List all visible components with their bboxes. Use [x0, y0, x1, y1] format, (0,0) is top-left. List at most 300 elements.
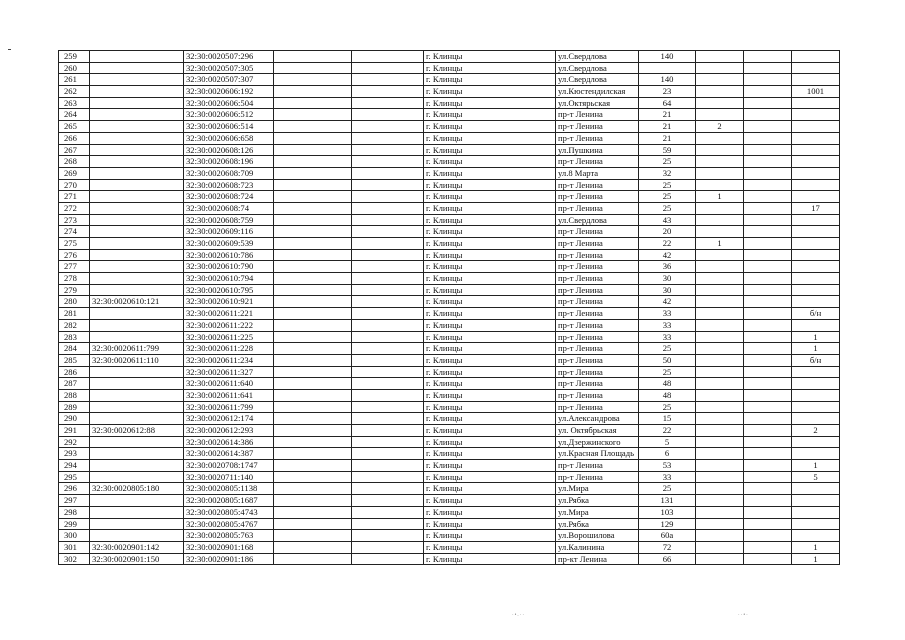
apartment-cell — [792, 261, 840, 273]
street-cell: пр-т Ленина — [556, 308, 639, 320]
city-cell: г. Клинцы — [424, 191, 556, 203]
empty-cell — [274, 132, 352, 144]
building-cell — [696, 179, 744, 191]
empty-cell — [352, 331, 424, 343]
building-cell — [696, 97, 744, 109]
old-cadastral-number-cell — [90, 167, 184, 179]
building-cell — [696, 156, 744, 168]
structure-cell — [744, 354, 792, 366]
house-number-cell: 72 — [639, 541, 696, 553]
old-cadastral-number-cell: 32:30:0020611:799 — [90, 343, 184, 355]
building-cell — [696, 319, 744, 331]
empty-cell — [274, 179, 352, 191]
register-table-body — [59, 51, 840, 565]
street-cell: пр-т Ленина — [556, 343, 639, 355]
apartment-cell: 1 — [792, 343, 840, 355]
cadastral-number-cell: 32:30:0020609:539 — [184, 238, 274, 250]
house-number-cell: 129 — [639, 518, 696, 530]
structure-cell — [744, 296, 792, 308]
old-cadastral-number-cell: 32:30:0020901:150 — [90, 553, 184, 565]
empty-cell — [352, 284, 424, 296]
empty-cell — [274, 261, 352, 273]
apartment-cell: 1001 — [792, 86, 840, 98]
apartment-cell — [792, 132, 840, 144]
table-row — [59, 448, 840, 460]
table-row — [59, 366, 840, 378]
cadastral-number-cell: 32:30:0020805:1138 — [184, 483, 274, 495]
building-cell — [696, 389, 744, 401]
structure-cell — [744, 179, 792, 191]
building-cell — [696, 51, 744, 63]
row-number-cell: 279 — [59, 284, 90, 296]
table-row — [59, 238, 840, 250]
row-number-cell: 296 — [59, 483, 90, 495]
empty-cell — [274, 249, 352, 261]
structure-cell — [744, 436, 792, 448]
cadastral-number-cell: 32:30:0020805:763 — [184, 530, 274, 542]
cadastral-number-cell: 32:30:0020805:4767 — [184, 518, 274, 530]
street-cell: пр-т Ленина — [556, 121, 639, 133]
apartment-cell — [792, 191, 840, 203]
city-cell: г. Клинцы — [424, 273, 556, 285]
empty-cell — [352, 506, 424, 518]
city-cell: г. Клинцы — [424, 541, 556, 553]
building-cell — [696, 132, 744, 144]
empty-cell — [352, 389, 424, 401]
cadastral-number-cell: 32:30:0020611:641 — [184, 389, 274, 401]
table-row — [59, 389, 840, 401]
table-row — [59, 413, 840, 425]
old-cadastral-number-cell — [90, 436, 184, 448]
structure-cell — [744, 121, 792, 133]
cadastral-number-cell: 32:30:0020901:186 — [184, 553, 274, 565]
structure-cell — [744, 553, 792, 565]
old-cadastral-number-cell — [90, 191, 184, 203]
street-cell: ул.Октярьская — [556, 97, 639, 109]
structure-cell — [744, 319, 792, 331]
cadastral-number-cell: 32:30:0020610:786 — [184, 249, 274, 261]
city-cell: г. Клинцы — [424, 109, 556, 121]
old-cadastral-number-cell — [90, 530, 184, 542]
street-cell: пр-т Ленина — [556, 179, 639, 191]
street-cell: пр-т Ленина — [556, 378, 639, 390]
empty-cell — [352, 471, 424, 483]
house-number-cell: 33 — [639, 331, 696, 343]
empty-cell — [352, 179, 424, 191]
city-cell: г. Клинцы — [424, 553, 556, 565]
apartment-cell: 2 — [792, 425, 840, 437]
street-cell: пр-т Ленина — [556, 132, 639, 144]
building-cell — [696, 448, 744, 460]
house-number-cell: 23 — [639, 86, 696, 98]
table-row — [59, 179, 840, 191]
row-number-cell: 291 — [59, 425, 90, 437]
row-number-cell: 280 — [59, 296, 90, 308]
empty-cell — [352, 413, 424, 425]
city-cell: г. Клинцы — [424, 167, 556, 179]
empty-cell — [352, 121, 424, 133]
apartment-cell — [792, 62, 840, 74]
structure-cell — [744, 202, 792, 214]
structure-cell — [744, 284, 792, 296]
building-cell — [696, 413, 744, 425]
cadastral-number-cell: 32:30:0020606:658 — [184, 132, 274, 144]
apartment-cell: 1 — [792, 541, 840, 553]
empty-cell — [352, 483, 424, 495]
city-cell: г. Клинцы — [424, 156, 556, 168]
row-number-cell: 284 — [59, 343, 90, 355]
street-cell: пр-т Ленина — [556, 226, 639, 238]
house-number-cell: 42 — [639, 249, 696, 261]
row-number-cell: 273 — [59, 214, 90, 226]
structure-cell — [744, 214, 792, 226]
city-cell: г. Клинцы — [424, 366, 556, 378]
empty-cell — [274, 167, 352, 179]
row-number-cell: 281 — [59, 308, 90, 320]
table-row — [59, 191, 840, 203]
empty-cell — [352, 460, 424, 472]
empty-cell — [352, 401, 424, 413]
row-number-cell: 260 — [59, 62, 90, 74]
house-number-cell: 43 — [639, 214, 696, 226]
apartment-cell — [792, 518, 840, 530]
row-number-cell: 287 — [59, 378, 90, 390]
empty-cell — [274, 448, 352, 460]
city-cell: г. Клинцы — [424, 261, 556, 273]
apartment-cell: 1 — [792, 331, 840, 343]
table-row — [59, 471, 840, 483]
street-cell: ул.Калинина — [556, 541, 639, 553]
cadastral-number-cell: 32:30:0020708:1747 — [184, 460, 274, 472]
row-number-cell: 288 — [59, 389, 90, 401]
row-number-cell: 276 — [59, 249, 90, 261]
building-cell — [696, 506, 744, 518]
scan-speck: ··•· — [738, 613, 749, 618]
empty-cell — [352, 436, 424, 448]
building-cell — [696, 62, 744, 74]
apartment-cell — [792, 226, 840, 238]
city-cell: г. Клинцы — [424, 495, 556, 507]
house-number-cell: 103 — [639, 506, 696, 518]
building-cell — [696, 471, 744, 483]
house-number-cell: 21 — [639, 109, 696, 121]
old-cadastral-number-cell — [90, 284, 184, 296]
row-number-cell: 292 — [59, 436, 90, 448]
street-cell: ул.Кюстендилская — [556, 86, 639, 98]
structure-cell — [744, 167, 792, 179]
city-cell: г. Клинцы — [424, 144, 556, 156]
cadastral-number-cell: 32:30:0020608:709 — [184, 167, 274, 179]
cadastral-number-cell: 32:30:0020611:640 — [184, 378, 274, 390]
city-cell: г. Клинцы — [424, 483, 556, 495]
building-cell — [696, 214, 744, 226]
city-cell: г. Клинцы — [424, 425, 556, 437]
row-number-cell: 278 — [59, 273, 90, 285]
empty-cell — [352, 97, 424, 109]
empty-cell — [274, 273, 352, 285]
structure-cell — [744, 51, 792, 63]
city-cell: г. Клинцы — [424, 308, 556, 320]
empty-cell — [274, 202, 352, 214]
street-cell: пр-т Ленина — [556, 249, 639, 261]
table-row — [59, 202, 840, 214]
structure-cell — [744, 109, 792, 121]
table-row — [59, 132, 840, 144]
old-cadastral-number-cell — [90, 74, 184, 86]
street-cell: ул.Мира — [556, 483, 639, 495]
table-row — [59, 425, 840, 437]
old-cadastral-number-cell — [90, 261, 184, 273]
city-cell: г. Клинцы — [424, 51, 556, 63]
house-number-cell: 30 — [639, 273, 696, 285]
row-number-cell: 259 — [59, 51, 90, 63]
empty-cell — [274, 331, 352, 343]
old-cadastral-number-cell — [90, 202, 184, 214]
cadastral-number-cell: 32:30:0020609:116 — [184, 226, 274, 238]
row-number-cell: 283 — [59, 331, 90, 343]
building-cell: 2 — [696, 121, 744, 133]
row-number-cell: 289 — [59, 401, 90, 413]
structure-cell — [744, 331, 792, 343]
cadastral-number-cell: 32:30:0020608:723 — [184, 179, 274, 191]
table-row — [59, 541, 840, 553]
old-cadastral-number-cell — [90, 109, 184, 121]
empty-cell — [352, 518, 424, 530]
empty-cell — [274, 296, 352, 308]
street-cell: пр-т Ленина — [556, 156, 639, 168]
cadastral-number-cell: 32:30:0020606:512 — [184, 109, 274, 121]
building-cell — [696, 553, 744, 565]
apartment-cell — [792, 495, 840, 507]
apartment-cell — [792, 389, 840, 401]
cadastral-number-cell: 32:30:0020611:228 — [184, 343, 274, 355]
empty-cell — [352, 273, 424, 285]
street-cell: пр-т Ленина — [556, 202, 639, 214]
apartment-cell — [792, 121, 840, 133]
cadastral-number-cell: 32:30:0020507:307 — [184, 74, 274, 86]
structure-cell — [744, 226, 792, 238]
cadastral-number-cell: 32:30:0020805:4743 — [184, 506, 274, 518]
apartment-cell — [792, 284, 840, 296]
city-cell: г. Клинцы — [424, 86, 556, 98]
street-cell: ул.Пушкина — [556, 144, 639, 156]
building-cell — [696, 401, 744, 413]
cadastral-number-cell: 32:30:0020611:222 — [184, 319, 274, 331]
street-cell: пр-кт Ленина — [556, 553, 639, 565]
empty-cell — [274, 144, 352, 156]
structure-cell — [744, 366, 792, 378]
building-cell — [696, 226, 744, 238]
apartment-cell: 1 — [792, 553, 840, 565]
building-cell — [696, 202, 744, 214]
house-number-cell — [639, 62, 696, 74]
apartment-cell — [792, 156, 840, 168]
table-row — [59, 156, 840, 168]
house-number-cell: 33 — [639, 319, 696, 331]
street-cell: пр-т Ленина — [556, 238, 639, 250]
house-number-cell: 15 — [639, 413, 696, 425]
table-row — [59, 518, 840, 530]
house-number-cell: 48 — [639, 389, 696, 401]
city-cell: г. Клинцы — [424, 284, 556, 296]
building-cell — [696, 296, 744, 308]
old-cadastral-number-cell — [90, 366, 184, 378]
house-number-cell: 48 — [639, 378, 696, 390]
house-number-cell: 25 — [639, 366, 696, 378]
structure-cell — [744, 518, 792, 530]
empty-cell — [274, 308, 352, 320]
city-cell: г. Клинцы — [424, 378, 556, 390]
row-number-cell: 267 — [59, 144, 90, 156]
table-row — [59, 378, 840, 390]
row-number-cell: 293 — [59, 448, 90, 460]
old-cadastral-number-cell: 32:30:0020612:88 — [90, 425, 184, 437]
row-number-cell: 262 — [59, 86, 90, 98]
apartment-cell: 17 — [792, 202, 840, 214]
empty-cell — [352, 144, 424, 156]
cadastral-number-cell: 32:30:0020507:296 — [184, 51, 274, 63]
table-row — [59, 495, 840, 507]
empty-cell — [274, 156, 352, 168]
city-cell: г. Клинцы — [424, 214, 556, 226]
city-cell: г. Клинцы — [424, 354, 556, 366]
old-cadastral-number-cell — [90, 308, 184, 320]
street-cell: пр-т Ленина — [556, 109, 639, 121]
table-row — [59, 331, 840, 343]
house-number-cell: 20 — [639, 226, 696, 238]
row-number-cell: 272 — [59, 202, 90, 214]
row-number-cell: 299 — [59, 518, 90, 530]
old-cadastral-number-cell — [90, 226, 184, 238]
city-cell: г. Клинцы — [424, 518, 556, 530]
apartment-cell — [792, 51, 840, 63]
house-number-cell: 140 — [639, 74, 696, 86]
row-number-cell: 271 — [59, 191, 90, 203]
cadastral-number-cell: 32:30:0020608:196 — [184, 156, 274, 168]
old-cadastral-number-cell — [90, 121, 184, 133]
empty-cell — [274, 238, 352, 250]
house-number-cell: 53 — [639, 460, 696, 472]
table-row — [59, 86, 840, 98]
apartment-cell — [792, 401, 840, 413]
apartment-cell — [792, 238, 840, 250]
house-number-cell: 140 — [639, 51, 696, 63]
city-cell: г. Клинцы — [424, 389, 556, 401]
table-row — [59, 144, 840, 156]
cadastral-number-cell: 32:30:0020610:921 — [184, 296, 274, 308]
old-cadastral-number-cell — [90, 378, 184, 390]
table-row — [59, 284, 840, 296]
building-cell — [696, 425, 744, 437]
structure-cell — [744, 238, 792, 250]
old-cadastral-number-cell — [90, 144, 184, 156]
table-row — [59, 354, 840, 366]
old-cadastral-number-cell — [90, 413, 184, 425]
empty-cell — [274, 366, 352, 378]
street-cell: пр-т Ленина — [556, 460, 639, 472]
old-cadastral-number-cell — [90, 331, 184, 343]
street-cell: пр-т Ленина — [556, 331, 639, 343]
row-number-cell: 286 — [59, 366, 90, 378]
empty-cell — [352, 214, 424, 226]
structure-cell — [744, 97, 792, 109]
row-number-cell: 263 — [59, 97, 90, 109]
apartment-cell — [792, 296, 840, 308]
empty-cell — [274, 401, 352, 413]
building-cell — [696, 273, 744, 285]
old-cadastral-number-cell: 32:30:0020611:110 — [90, 354, 184, 366]
apartment-cell — [792, 179, 840, 191]
city-cell: г. Клинцы — [424, 401, 556, 413]
building-cell — [696, 167, 744, 179]
table-row — [59, 62, 840, 74]
empty-cell — [274, 226, 352, 238]
house-number-cell: 21 — [639, 121, 696, 133]
house-number-cell: 131 — [639, 495, 696, 507]
empty-cell — [274, 354, 352, 366]
city-cell: г. Клинцы — [424, 471, 556, 483]
row-number-cell: 302 — [59, 553, 90, 565]
scan-speck: ·•.·· — [512, 613, 525, 618]
street-cell: ул.Свердлова — [556, 62, 639, 74]
building-cell — [696, 354, 744, 366]
cadastral-number-cell: 32:30:0020610:790 — [184, 261, 274, 273]
empty-cell — [352, 378, 424, 390]
city-cell: г. Клинцы — [424, 319, 556, 331]
house-number-cell: 66 — [639, 553, 696, 565]
table-row — [59, 121, 840, 133]
apartment-cell — [792, 506, 840, 518]
structure-cell — [744, 308, 792, 320]
table-row — [59, 460, 840, 472]
old-cadastral-number-cell — [90, 249, 184, 261]
table-row — [59, 530, 840, 542]
table-row — [59, 214, 840, 226]
street-cell: ул.Свердлова — [556, 74, 639, 86]
empty-cell — [352, 495, 424, 507]
city-cell: г. Клинцы — [424, 179, 556, 191]
structure-cell — [744, 261, 792, 273]
empty-cell — [274, 389, 352, 401]
structure-cell — [744, 483, 792, 495]
cadastral-number-cell: 32:30:0020608:759 — [184, 214, 274, 226]
old-cadastral-number-cell — [90, 448, 184, 460]
street-cell: пр-т Ленина — [556, 284, 639, 296]
building-cell — [696, 495, 744, 507]
street-cell: ул.Александрова — [556, 413, 639, 425]
empty-cell — [352, 296, 424, 308]
table-row — [59, 167, 840, 179]
empty-cell — [274, 506, 352, 518]
building-cell — [696, 86, 744, 98]
cadastral-number-cell: 32:30:0020612:174 — [184, 413, 274, 425]
old-cadastral-number-cell — [90, 86, 184, 98]
cadastral-number-cell: 32:30:0020606:504 — [184, 97, 274, 109]
empty-cell — [274, 214, 352, 226]
cadastral-number-cell: 32:30:0020608:126 — [184, 144, 274, 156]
empty-cell — [352, 366, 424, 378]
row-number-cell: 300 — [59, 530, 90, 542]
empty-cell — [274, 319, 352, 331]
street-cell: пр-т Ленина — [556, 471, 639, 483]
city-cell: г. Клинцы — [424, 460, 556, 472]
empty-cell — [274, 471, 352, 483]
empty-cell — [274, 436, 352, 448]
empty-cell — [352, 541, 424, 553]
old-cadastral-number-cell — [90, 506, 184, 518]
empty-cell — [352, 553, 424, 565]
old-cadastral-number-cell — [90, 156, 184, 168]
